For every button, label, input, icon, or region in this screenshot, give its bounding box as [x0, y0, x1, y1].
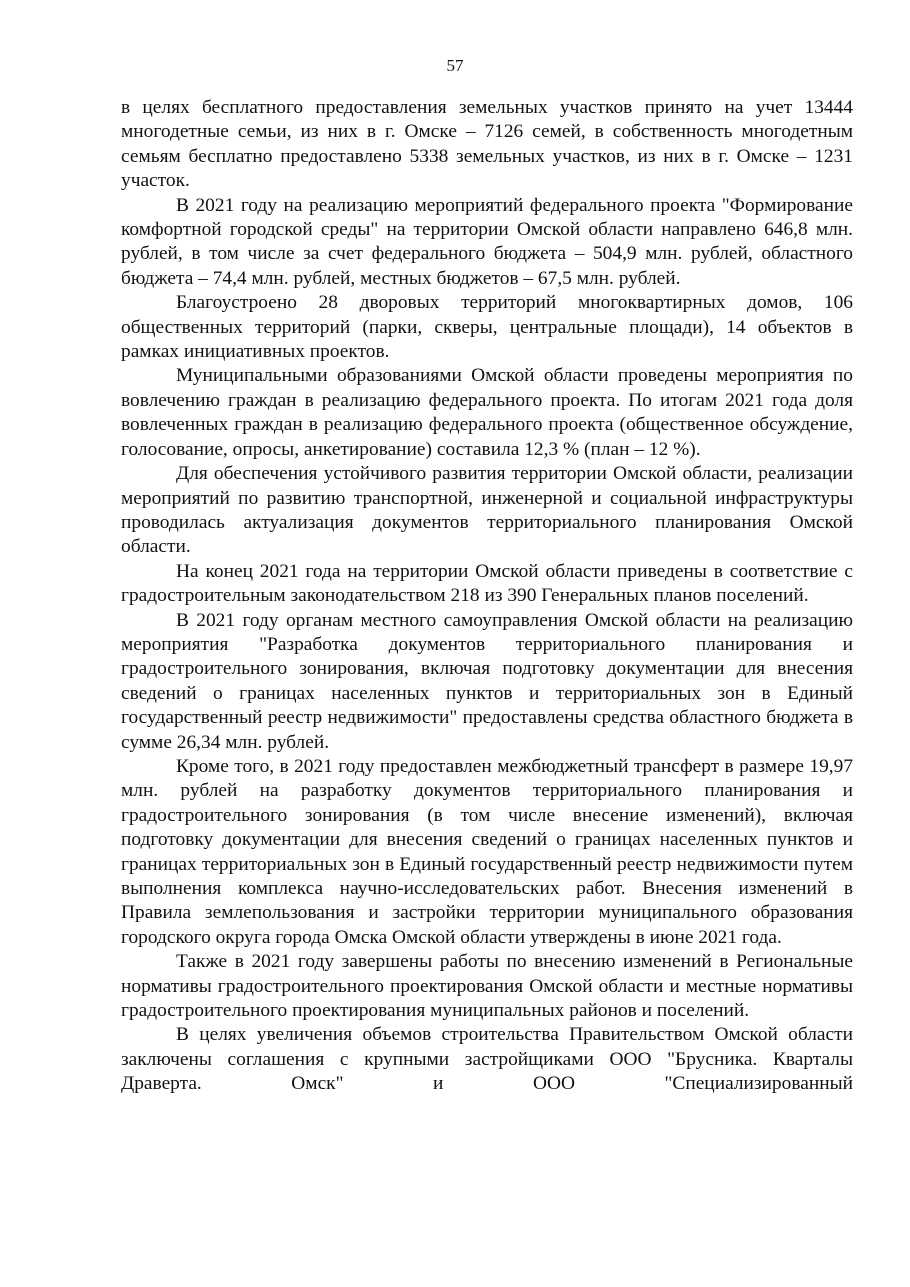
paragraph-territorial-planning: Для обеспечения устойчивого развития территории Омской области, реализации мероприятий по развитию транспортной, инженерной и социальной инфраструктуры проводилась актуализация документов территориального планирования Омской области. — [121, 463, 853, 558]
paragraph-landscaping: Благоустроено 28 дворовых территорий многоквартирных домов, 106 общественных территорий (парки, скверы, центральные площади), 14 объектов в рамках инициативных проектов. — [121, 292, 853, 363]
paragraph-planning-documents-funding: В 2021 году органам местного самоуправления Омской области на реализацию мероприятия "Разработка документов территориального планирования и градостроительного зонирования, включая подготовку документации для внесения сведений о границах населенных пунктов и территориальных зон в Единый государственный реестр недвижимости" предоставлены средства областного бюджета в сумме 26,34 млн. рублей. — [121, 609, 853, 753]
paragraph-interbudget-transfer: Кроме того, в 2021 году предоставлен межбюджетный трансферт в размере 19,97 млн. рублей на разработку документов территориального планирования и градостроительного зонирования (в том числе внесение изменений), включая подготовку документации для внесения сведений о границах населенных пунктов и границах территориальных зон в Единый государственный реестр недвижимости путем выполнения комплекса научно-исследовательских работ. Внесения изменений в Правила землепользования и застройки территории муниципального образования городского округа города Омска Омской области утверждены в июне 2021 года. — [121, 755, 853, 948]
paragraph-regional-standards: Также в 2021 году завершены работы по внесению изменений в Региональные нормативы градостроительного проектирования Омской области и местные нормативы градостроительного проектирования муниципальных районов и поселений. — [121, 951, 853, 1022]
paragraph-land-plots: в целях бесплатного предоставления земельных участков принято на учет 13444 многодетные семьи, из них в г. Омске – 7126 семей, в собственность многодетным семьям бесплатно предоставлено 5338 земельных участков, из них в г. Омске – 1231 участок. — [121, 97, 853, 192]
paragraph-citizen-involvement: Муниципальными образованиями Омской области проведены мероприятия по вовлечению граждан в реализацию федерального проекта. По итогам 2021 года доля вовлеченных граждан в реализацию федерального проекта (общественное обсуждение, голосование, опросы, анкетирование) составила 12,3 % (план – 12 %). — [121, 365, 853, 460]
page-number: 57 — [446, 56, 464, 75]
paragraph-urban-environment-funding: В 2021 году на реализацию мероприятий федерального проекта "Формирование комфортной городской среды" на территории Омской области направлено 646,8 млн. рублей, в том числе за счет федерального бюджета – 504,9 млн. рублей, областного бюджета – 74,4 млн. рублей, местных бюджетов – 67,5 млн. рублей. — [121, 194, 853, 289]
document-body — [121, 96, 853, 1097]
paragraph-general-plans: На конец 2021 года на территории Омской области приведены в соответствие с градостроительным законодательством 218 из 390 Генеральных планов поселений. — [121, 560, 853, 607]
paragraph-construction-agreements: В целях увеличения объемов строительства Правительством Омской области заключены соглашения с крупными застройщиками ООО "Брусника. Кварталы Драверта. Омск" и ООО "Специализированный — [121, 1024, 853, 1095]
